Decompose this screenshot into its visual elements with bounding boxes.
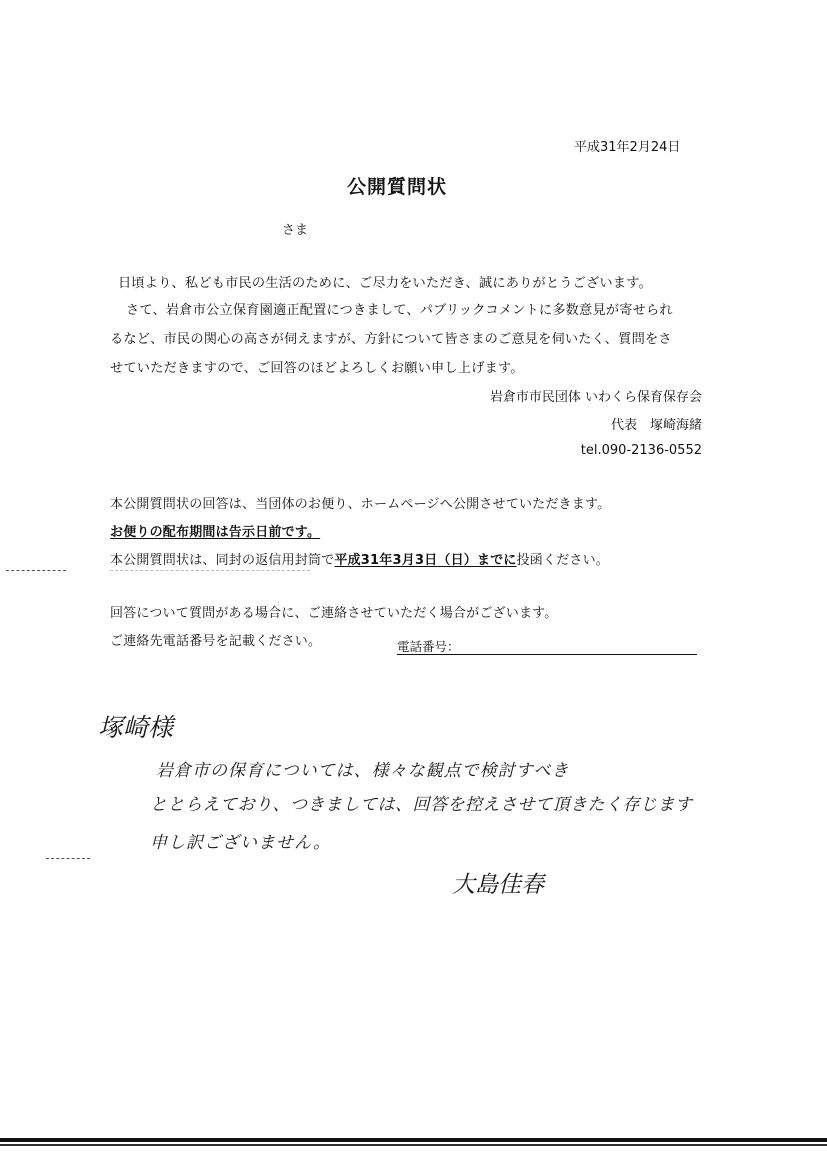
note-publication: 本公開質問状の回答は、当団体のお便り、ホームページへ公開させていただきます。 xyxy=(110,497,611,512)
paragraph-main-line-1: さて、岩倉市公立保育園適正配置につきまして、パブリックコメントに多数意見が寄せられ xyxy=(126,303,673,318)
sender-representative: 代表 塚崎海緒 xyxy=(610,418,702,433)
paragraph-main-line-3: せていただきますので、ご回答のほどよろしくお願い申し上げます。 xyxy=(110,361,524,376)
note-deadline-suffix: 投函ください。 xyxy=(516,553,609,568)
addressee: さま xyxy=(282,223,309,238)
note-contact: 回答について質問がある場合に、ご連絡させていただく場合がございます。 xyxy=(110,606,558,621)
scan-artifact-dash xyxy=(6,570,66,571)
note-phone-request: ご連絡先電話番号を記載ください。 xyxy=(110,634,322,649)
sender-organization: 岩倉市市民団体 いわくら保育保存会 xyxy=(489,390,702,405)
phone-number-label: 電話番号： xyxy=(397,639,460,654)
note-deadline xyxy=(110,549,609,568)
handwritten-reply-line-2: ととらえており、つきましては、回答を控えさせて頂きたく存じます xyxy=(150,795,693,815)
phone-number-field[interactable] xyxy=(397,654,697,655)
scan-artifact-dash xyxy=(46,858,90,859)
letter-date: 平成31年2月24日 xyxy=(574,140,681,155)
paragraph-greeting: 日頃より、私ども市民の生活のために、ご尽力をいただき、誠にありがとうございます。 xyxy=(118,276,652,291)
handwritten-reply-line-3: 申し訳ございません。 xyxy=(150,833,332,853)
deadline-date: 平成31年3月3日（日）までに xyxy=(334,553,517,568)
scan-artifact-dash xyxy=(110,570,310,571)
sender-telephone: tel.090-2136-0552 xyxy=(580,443,702,458)
handwritten-reply-line-1: 岩倉市の保育については、様々な観点で検討すべき xyxy=(156,761,570,781)
handwritten-salutation: 塚崎様 xyxy=(98,713,174,742)
handwritten-signature: 大島佳春 xyxy=(452,872,544,898)
paragraph-main-line-2: るなど、市民の関心の高さが伺えますが、方針について皆さまのご意見を伺いたく、質問をさ xyxy=(110,332,672,347)
letter-title: 公開質問状 xyxy=(347,176,448,198)
note-deadline-prefix: 本公開質問状は、同封の返信用封筒で xyxy=(110,553,335,568)
scan-edge-bar xyxy=(0,1144,827,1146)
note-distribution-period: お便りの配布期間は告示日前です。 xyxy=(110,525,321,540)
scan-edge-bar xyxy=(0,1138,827,1142)
